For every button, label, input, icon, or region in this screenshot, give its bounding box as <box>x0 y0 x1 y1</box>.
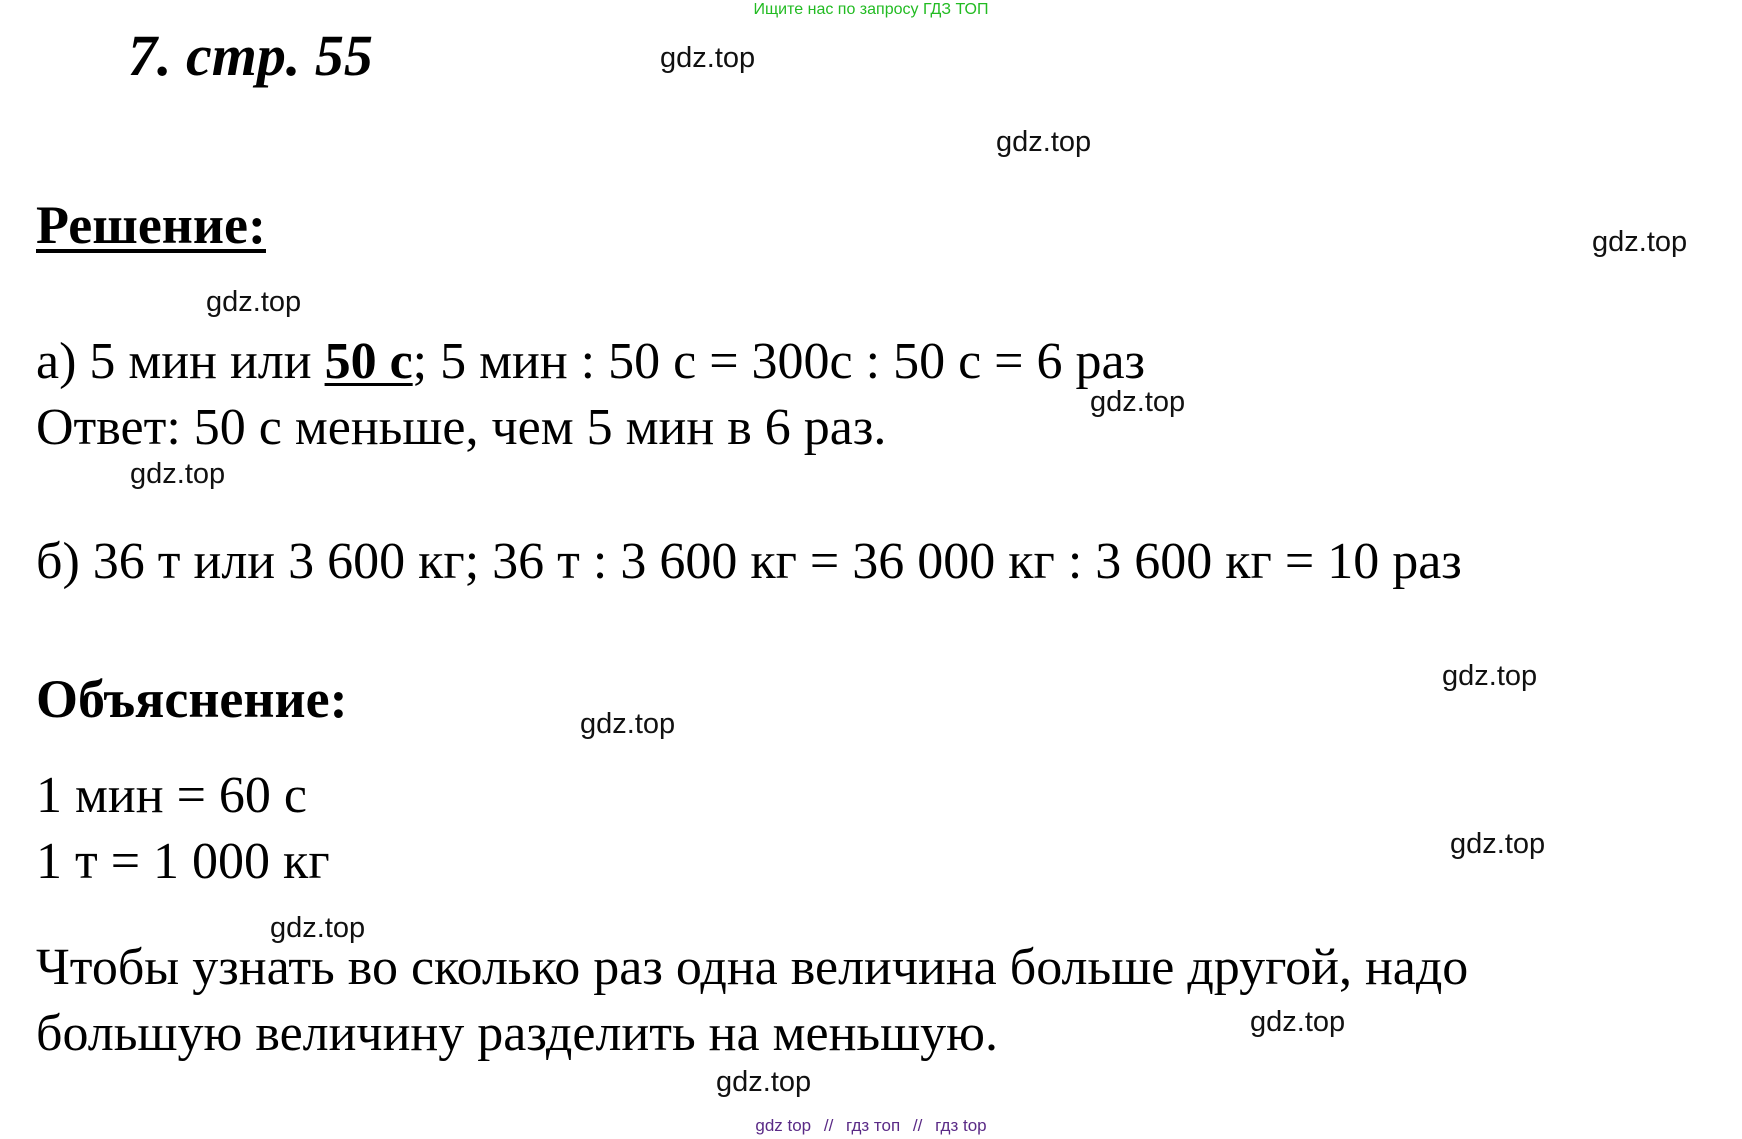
search-hint-link[interactable]: Ищите нас по запросу ГДЗ ТОП <box>753 1 989 18</box>
watermark: gdz.top <box>996 126 1092 158</box>
footer-link-gdz-top-mixed[interactable]: гдз top <box>935 1116 987 1135</box>
footer-link-gdz-top[interactable]: gdz top <box>755 1116 812 1135</box>
watermark: gdz.top <box>1442 660 1538 692</box>
watermark: gdz.top <box>716 1066 812 1098</box>
solution-answer-a: Ответ: 50 с меньше, чем 5 мин в 6 раз. <box>36 399 887 456</box>
page-reference: 7. стр. 55 <box>128 23 373 88</box>
solution-heading: Решение: <box>36 195 266 255</box>
explanation-paragraph-line-2: большую величину разделить на меньшую. <box>36 1005 998 1062</box>
watermark: gdz.top <box>1090 386 1186 418</box>
watermark: gdz.top <box>130 458 226 490</box>
explanation-line-2: 1 т = 1 000 кг <box>36 833 330 890</box>
solution-line-a <box>36 333 1146 390</box>
watermark: gdz.top <box>206 286 302 318</box>
line-a-rest: ; 5 мин : 50 с = 300с : 50 с = 6 раз <box>412 333 1146 390</box>
footer-link-gdz-top-ru[interactable]: гдз топ <box>846 1116 901 1135</box>
line-a-bold-answer: 50 с <box>324 333 413 390</box>
footer-links <box>0 1116 1742 1136</box>
explanation-paragraph-line-1: Чтобы узнать во сколько раз одна величина больше другой, надо <box>36 939 1469 996</box>
watermark: gdz.top <box>1592 226 1688 258</box>
footer-separator: // <box>912 1116 923 1135</box>
watermark: gdz.top <box>1450 828 1546 860</box>
explanation-line-1: 1 мин = 60 с <box>36 767 307 824</box>
line-a-prefix: а) 5 мин или <box>36 333 325 390</box>
solution-line-b: б) 36 т или 3 600 кг; 36 т : 3 600 кг = 36 000 кг : 3 600 кг = 10 раз <box>36 533 1462 590</box>
watermark: gdz.top <box>580 708 676 740</box>
watermark: gdz.top <box>1250 1006 1346 1038</box>
footer-separator: // <box>823 1116 834 1135</box>
watermark: gdz.top <box>660 42 756 74</box>
explanation-heading: Объяснение: <box>36 669 348 729</box>
watermark: gdz.top <box>270 912 366 944</box>
